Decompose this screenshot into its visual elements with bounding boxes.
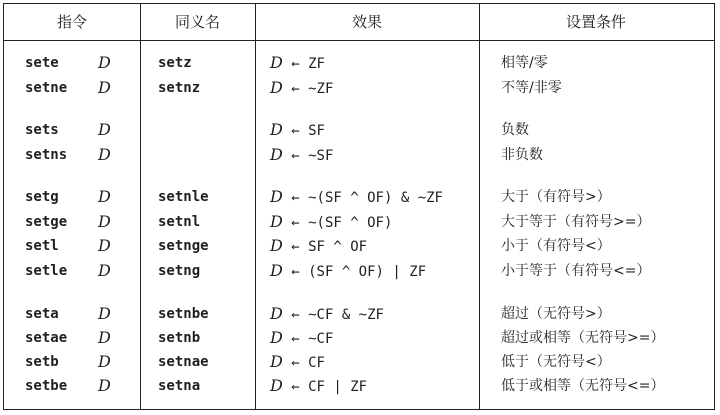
table-row [4,326,714,350]
table-row [4,234,714,258]
table-row [4,185,714,209]
effect-expression [270,118,325,142]
effect-formula: ← ZF [282,56,325,72]
effect-destination: D [270,352,283,371]
synonym-mnemonic: setng [158,263,201,279]
instruction-mnemonic: seta [25,306,59,322]
set-condition: 超过（无符号>） [501,306,611,322]
instruction-mnemonic: setne [25,80,68,96]
set-condition: 负数 [501,122,529,138]
effect-expression [270,76,333,100]
effect-formula: ← SF [282,123,325,139]
effect-formula: ← ~(SF ^ OF) & ~ZF [282,190,443,206]
set-condition: 相等/零 [501,55,548,71]
instruction-operand: D [98,352,111,371]
instruction-operand: D [98,376,111,395]
synonym-mnemonic: setnz [158,80,201,96]
effect-formula: ← (SF ^ OF) | ZF [282,264,427,280]
effect-destination: D [270,376,283,395]
instruction-mnemonic: setbe [25,378,68,394]
table-row [4,350,714,374]
header-effect: 效果 [351,13,382,31]
table-row [4,302,714,326]
effect-destination: D [270,261,283,280]
header-synonym: 同义名 [174,13,220,31]
effect-expression [270,51,325,75]
effect-destination: D [270,78,283,97]
instruction-operand: D [98,120,111,139]
instruction-mnemonic: setge [25,214,68,230]
effect-destination: D [270,304,283,323]
synonym-mnemonic: setnle [158,189,209,205]
effect-expression [270,185,443,209]
instruction-mnemonic: setg [25,189,59,205]
instruction-mnemonic: setl [25,238,59,254]
synonym-mnemonic: setnge [158,238,209,254]
effect-expression [270,210,392,234]
effect-destination: D [270,53,283,72]
instruction-mnemonic: setle [25,263,68,279]
header-divider [4,40,714,41]
effect-formula: ← CF [282,355,325,371]
header-instruction: 指令 [56,13,87,31]
effect-formula: ← ~ZF [282,81,334,97]
synonym-mnemonic: setz [158,55,192,71]
instruction-operand: D [98,187,111,206]
instruction-mnemonic: setb [25,354,59,370]
table-row [4,118,714,142]
set-condition: 小于（有符号<） [501,238,611,254]
effect-expression [270,234,367,258]
table-row [4,374,714,398]
set-condition: 超过或相等（无符号>=） [501,330,665,346]
effect-formula: ← SF ^ OF [282,239,368,255]
effect-formula: ← CF | ZF [282,379,368,395]
effect-destination: D [270,120,283,139]
table-row [4,259,714,283]
set-condition: 非负数 [501,147,543,163]
synonym-mnemonic: setnb [158,330,201,346]
effect-expression [270,143,333,167]
set-condition: 低于或相等（无符号<=） [501,378,665,394]
instruction-mnemonic: setae [25,330,68,346]
instruction-operand: D [98,236,111,255]
instruction-operand: D [98,78,111,97]
effect-destination: D [270,236,283,255]
header-condition: 设置条件 [565,13,626,31]
effect-destination: D [270,187,283,206]
instruction-operand: D [98,304,111,323]
effect-destination: D [270,145,283,164]
effect-expression [270,326,333,350]
set-condition: 大于（有符号>） [501,189,611,205]
instruction-mnemonic: sete [25,55,59,71]
set-condition: 小于等于（有符号<=） [501,263,651,279]
synonym-mnemonic: setna [158,378,201,394]
effect-destination: D [270,212,283,231]
effect-expression [270,302,384,326]
instruction-mnemonic: sets [25,122,59,138]
effect-formula: ← ~CF & ~ZF [282,307,384,323]
instruction-operand: D [98,212,111,231]
set-instructions-table [3,3,715,410]
table-row [4,51,714,75]
table-row [4,143,714,167]
effect-expression [270,259,426,283]
instruction-operand: D [98,261,111,280]
instruction-operand: D [98,53,111,72]
synonym-mnemonic: setnbe [158,306,209,322]
effect-formula: ← ~SF [282,148,334,164]
table-row [4,76,714,100]
set-condition: 大于等于（有符号>=） [501,214,651,230]
instruction-mnemonic: setns [25,147,68,163]
synonym-mnemonic: setnae [158,354,209,370]
synonym-mnemonic: setnl [158,214,201,230]
effect-formula: ← ~(SF ^ OF) [282,215,393,231]
effect-destination: D [270,328,283,347]
effect-expression [270,374,367,398]
instruction-operand: D [98,145,111,164]
instruction-operand: D [98,328,111,347]
effect-expression [270,350,325,374]
set-condition: 不等/非零 [501,80,562,96]
set-condition: 低于（无符号<） [501,354,611,370]
table-row [4,210,714,234]
effect-formula: ← ~CF [282,331,334,347]
